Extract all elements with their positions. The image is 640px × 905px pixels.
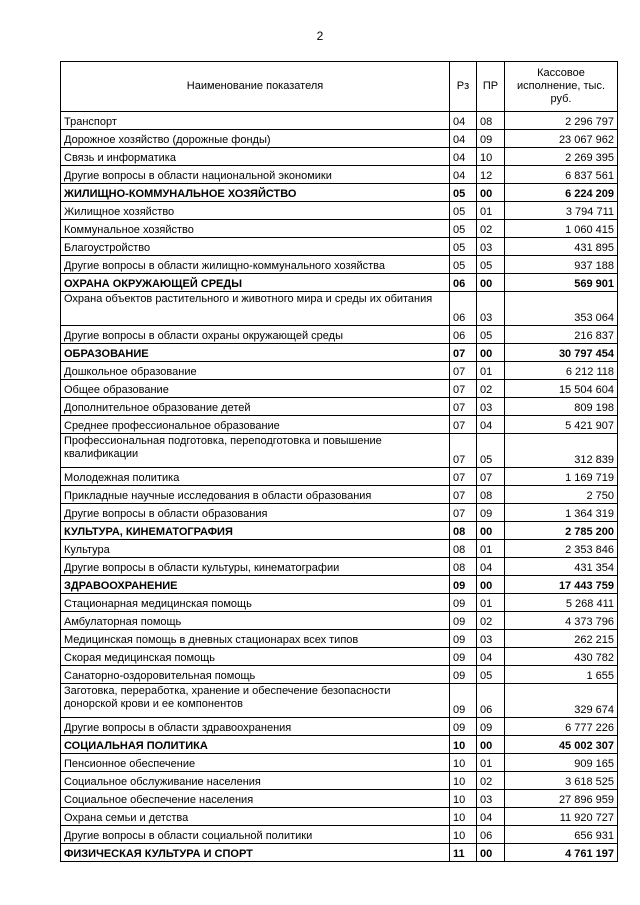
table-row	[61, 772, 618, 790]
row-name-cell: Среднее профессиональное образование	[61, 416, 450, 434]
row-name-cell: Дорожное хозяйство (дорожные фонды)	[61, 130, 450, 148]
row-section-code-cell: 08	[450, 540, 477, 558]
row-subsection-code-cell: 05	[477, 256, 505, 274]
row-subsection-code-cell: 03	[477, 292, 505, 326]
row-section-code-cell: 05	[450, 202, 477, 220]
table-row	[61, 736, 618, 754]
table-row	[61, 684, 618, 718]
row-section-code-cell: 10	[450, 826, 477, 844]
row-subsection-code-cell: 12	[477, 166, 505, 184]
row-subsection-code-cell: 08	[477, 112, 505, 130]
row-name-cell: Другие вопросы в области жилищно-коммунального хозяйства	[61, 256, 450, 274]
row-subsection-code-cell: 04	[477, 808, 505, 826]
row-subsection-code-cell: 06	[477, 826, 505, 844]
row-amount-cell: 45 002 307	[505, 736, 618, 754]
row-subsection-code-cell: 09	[477, 718, 505, 736]
row-section-code-cell: 04	[450, 166, 477, 184]
row-amount-cell: 3 794 711	[505, 202, 618, 220]
row-amount-cell: 329 674	[505, 684, 618, 718]
table-row	[61, 148, 618, 166]
table-body	[61, 112, 618, 862]
row-section-code-cell: 07	[450, 468, 477, 486]
row-amount-cell: 1 364 319	[505, 504, 618, 522]
table-row	[61, 612, 618, 630]
table-header-row	[61, 62, 618, 112]
row-subsection-code-cell: 00	[477, 844, 505, 862]
row-section-code-cell: 09	[450, 666, 477, 684]
row-subsection-code-cell: 05	[477, 326, 505, 344]
row-amount-cell: 909 165	[505, 754, 618, 772]
header-cash-execution: Кассовое исполнение, тыс. руб.	[505, 62, 618, 112]
row-amount-cell: 6 212 118	[505, 362, 618, 380]
row-name-cell: Дошкольное образование	[61, 362, 450, 380]
row-amount-cell: 27 896 959	[505, 790, 618, 808]
row-name-cell: Прикладные научные исследования в области образования	[61, 486, 450, 504]
row-section-code-cell: 10	[450, 754, 477, 772]
row-subsection-code-cell: 09	[477, 130, 505, 148]
row-subsection-code-cell: 01	[477, 594, 505, 612]
table-row	[61, 292, 618, 326]
table-row	[61, 238, 618, 256]
row-name-cell: Пенсионное обеспечение	[61, 754, 450, 772]
table-row	[61, 558, 618, 576]
row-name-cell: ФИЗИЧЕСКАЯ КУЛЬТУРА И СПОРТ	[61, 844, 450, 862]
row-subsection-code-cell: 05	[477, 666, 505, 684]
row-name-cell: Связь и информатика	[61, 148, 450, 166]
row-amount-cell: 4 373 796	[505, 612, 618, 630]
table-row	[61, 826, 618, 844]
row-section-code-cell: 10	[450, 736, 477, 754]
row-amount-cell: 3 618 525	[505, 772, 618, 790]
row-amount-cell: 6 224 209	[505, 184, 618, 202]
row-section-code-cell: 07	[450, 504, 477, 522]
table-row	[61, 666, 618, 684]
row-subsection-code-cell: 03	[477, 398, 505, 416]
row-subsection-code-cell: 01	[477, 202, 505, 220]
table-row	[61, 468, 618, 486]
row-amount-cell: 15 504 604	[505, 380, 618, 398]
row-subsection-code-cell: 03	[477, 238, 505, 256]
row-subsection-code-cell: 03	[477, 790, 505, 808]
row-name-cell: Другие вопросы в области охраны окружающей среды	[61, 326, 450, 344]
row-name-cell: Охрана объектов растительного и животного мира и среды их обитания	[61, 292, 450, 326]
row-section-code-cell: 07	[450, 344, 477, 362]
row-section-code-cell: 07	[450, 434, 477, 468]
row-subsection-code-cell: 01	[477, 362, 505, 380]
table-row	[61, 594, 618, 612]
table-row	[61, 630, 618, 648]
row-subsection-code-cell: 00	[477, 184, 505, 202]
row-amount-cell: 6 777 226	[505, 718, 618, 736]
row-amount-cell: 1 655	[505, 666, 618, 684]
row-section-code-cell: 04	[450, 112, 477, 130]
row-section-code-cell: 10	[450, 790, 477, 808]
header-section-code: Рз	[450, 62, 477, 112]
row-section-code-cell: 08	[450, 522, 477, 540]
row-section-code-cell: 09	[450, 612, 477, 630]
row-name-cell: Другие вопросы в области культуры, кинематографии	[61, 558, 450, 576]
row-subsection-code-cell: 07	[477, 468, 505, 486]
row-name-cell: Коммунальное хозяйство	[61, 220, 450, 238]
table-row	[61, 718, 618, 736]
row-amount-cell: 2 750	[505, 486, 618, 504]
row-section-code-cell: 07	[450, 398, 477, 416]
row-name-cell: Охрана семьи и детства	[61, 808, 450, 826]
row-subsection-code-cell: 06	[477, 684, 505, 718]
row-section-code-cell: 10	[450, 772, 477, 790]
table-row	[61, 416, 618, 434]
row-name-cell: Транспорт	[61, 112, 450, 130]
row-name-cell: Стационарная медицинская помощь	[61, 594, 450, 612]
table-row	[61, 754, 618, 772]
row-section-code-cell: 07	[450, 416, 477, 434]
row-section-code-cell: 05	[450, 256, 477, 274]
row-name-cell: Заготовка, переработка, хранение и обеспечение безопасности донорской крови и ее компонентов	[61, 684, 450, 718]
budget-execution-table	[60, 61, 618, 862]
row-subsection-code-cell: 00	[477, 274, 505, 292]
table-row	[61, 202, 618, 220]
row-section-code-cell: 09	[450, 630, 477, 648]
row-amount-cell: 6 837 561	[505, 166, 618, 184]
table-row	[61, 362, 618, 380]
row-subsection-code-cell: 05	[477, 434, 505, 468]
row-amount-cell: 809 198	[505, 398, 618, 416]
row-section-code-cell: 05	[450, 220, 477, 238]
row-name-cell: ОХРАНА ОКРУЖАЮЩЕЙ СРЕДЫ	[61, 274, 450, 292]
table-row	[61, 398, 618, 416]
row-section-code-cell: 06	[450, 292, 477, 326]
row-amount-cell: 17 443 759	[505, 576, 618, 594]
table-row	[61, 166, 618, 184]
row-amount-cell: 5 268 411	[505, 594, 618, 612]
row-subsection-code-cell: 02	[477, 612, 505, 630]
table-row	[61, 808, 618, 826]
header-indicator-name: Наименование показателя	[61, 62, 450, 112]
table-row	[61, 486, 618, 504]
row-section-code-cell: 09	[450, 594, 477, 612]
table-row	[61, 184, 618, 202]
row-subsection-code-cell: 09	[477, 504, 505, 522]
row-subsection-code-cell: 01	[477, 754, 505, 772]
row-amount-cell: 2 296 797	[505, 112, 618, 130]
row-section-code-cell: 11	[450, 844, 477, 862]
row-section-code-cell: 10	[450, 808, 477, 826]
row-section-code-cell: 07	[450, 486, 477, 504]
row-name-cell: КУЛЬТУРА, КИНЕМАТОГРАФИЯ	[61, 522, 450, 540]
row-amount-cell: 2 269 395	[505, 148, 618, 166]
row-section-code-cell: 05	[450, 184, 477, 202]
table-row	[61, 256, 618, 274]
table-row	[61, 220, 618, 238]
row-amount-cell: 1 060 415	[505, 220, 618, 238]
row-amount-cell: 5 421 907	[505, 416, 618, 434]
row-name-cell: Культура	[61, 540, 450, 558]
row-subsection-code-cell: 04	[477, 416, 505, 434]
row-name-cell: ЖИЛИЩНО-КОММУНАЛЬНОЕ ХОЗЯЙСТВО	[61, 184, 450, 202]
page-number: 2	[316, 29, 324, 43]
row-amount-cell: 312 839	[505, 434, 618, 468]
row-amount-cell: 11 920 727	[505, 808, 618, 826]
row-name-cell: ЗДРАВООХРАНЕНИЕ	[61, 576, 450, 594]
row-amount-cell: 262 215	[505, 630, 618, 648]
row-section-code-cell: 06	[450, 274, 477, 292]
row-name-cell: Санаторно-оздоровительная помощь	[61, 666, 450, 684]
row-name-cell: Жилищное хозяйство	[61, 202, 450, 220]
row-section-code-cell: 09	[450, 648, 477, 666]
row-amount-cell: 569 901	[505, 274, 618, 292]
row-subsection-code-cell: 00	[477, 344, 505, 362]
row-name-cell: СОЦИАЛЬНАЯ ПОЛИТИКА	[61, 736, 450, 754]
row-subsection-code-cell: 08	[477, 486, 505, 504]
row-amount-cell: 2 785 200	[505, 522, 618, 540]
row-amount-cell: 430 782	[505, 648, 618, 666]
table-row	[61, 326, 618, 344]
row-amount-cell: 431 354	[505, 558, 618, 576]
table-row	[61, 844, 618, 862]
row-section-code-cell: 09	[450, 576, 477, 594]
table-row	[61, 522, 618, 540]
row-amount-cell: 216 837	[505, 326, 618, 344]
row-amount-cell: 937 188	[505, 256, 618, 274]
row-name-cell: Другие вопросы в области социальной политики	[61, 826, 450, 844]
row-amount-cell: 431 895	[505, 238, 618, 256]
table-row	[61, 112, 618, 130]
row-subsection-code-cell: 10	[477, 148, 505, 166]
row-subsection-code-cell: 00	[477, 522, 505, 540]
row-subsection-code-cell: 02	[477, 772, 505, 790]
row-amount-cell: 30 797 454	[505, 344, 618, 362]
row-name-cell: Социальное обеспечение населения	[61, 790, 450, 808]
row-subsection-code-cell: 04	[477, 558, 505, 576]
row-name-cell: Дополнительное образование детей	[61, 398, 450, 416]
row-subsection-code-cell: 02	[477, 380, 505, 398]
row-section-code-cell: 09	[450, 718, 477, 736]
row-name-cell: Медицинская помощь в дневных стационарах всех типов	[61, 630, 450, 648]
table-row	[61, 344, 618, 362]
row-amount-cell: 2 353 846	[505, 540, 618, 558]
row-subsection-code-cell: 04	[477, 648, 505, 666]
row-subsection-code-cell: 01	[477, 540, 505, 558]
table-row	[61, 130, 618, 148]
table-row	[61, 790, 618, 808]
row-name-cell: Амбулаторная помощь	[61, 612, 450, 630]
header-subsection-code: ПР	[477, 62, 505, 112]
row-name-cell: Другие вопросы в области здравоохранения	[61, 718, 450, 736]
row-amount-cell: 353 064	[505, 292, 618, 326]
table-row	[61, 648, 618, 666]
row-amount-cell: 4 761 197	[505, 844, 618, 862]
row-amount-cell: 1 169 719	[505, 468, 618, 486]
table-row	[61, 434, 618, 468]
row-name-cell: Скорая медицинская помощь	[61, 648, 450, 666]
row-section-code-cell: 06	[450, 326, 477, 344]
row-name-cell: Социальное обслуживание населения	[61, 772, 450, 790]
row-name-cell: Общее образование	[61, 380, 450, 398]
row-subsection-code-cell: 00	[477, 576, 505, 594]
row-section-code-cell: 04	[450, 130, 477, 148]
row-section-code-cell: 07	[450, 362, 477, 380]
row-name-cell: Другие вопросы в области образования	[61, 504, 450, 522]
table-row	[61, 540, 618, 558]
table-row	[61, 380, 618, 398]
row-section-code-cell: 04	[450, 148, 477, 166]
table-row	[61, 274, 618, 292]
row-name-cell: Молодежная политика	[61, 468, 450, 486]
row-section-code-cell: 05	[450, 238, 477, 256]
row-name-cell: Благоустройство	[61, 238, 450, 256]
row-name-cell: Профессиональная подготовка, переподготовка и повышение квалификации	[61, 434, 450, 468]
row-subsection-code-cell: 00	[477, 736, 505, 754]
table-row	[61, 504, 618, 522]
row-subsection-code-cell: 02	[477, 220, 505, 238]
row-section-code-cell: 08	[450, 558, 477, 576]
table-row	[61, 576, 618, 594]
row-name-cell: Другие вопросы в области национальной экономики	[61, 166, 450, 184]
row-amount-cell: 656 931	[505, 826, 618, 844]
row-section-code-cell: 07	[450, 380, 477, 398]
row-section-code-cell: 09	[450, 684, 477, 718]
row-amount-cell: 23 067 962	[505, 130, 618, 148]
row-name-cell: ОБРАЗОВАНИЕ	[61, 344, 450, 362]
row-subsection-code-cell: 03	[477, 630, 505, 648]
